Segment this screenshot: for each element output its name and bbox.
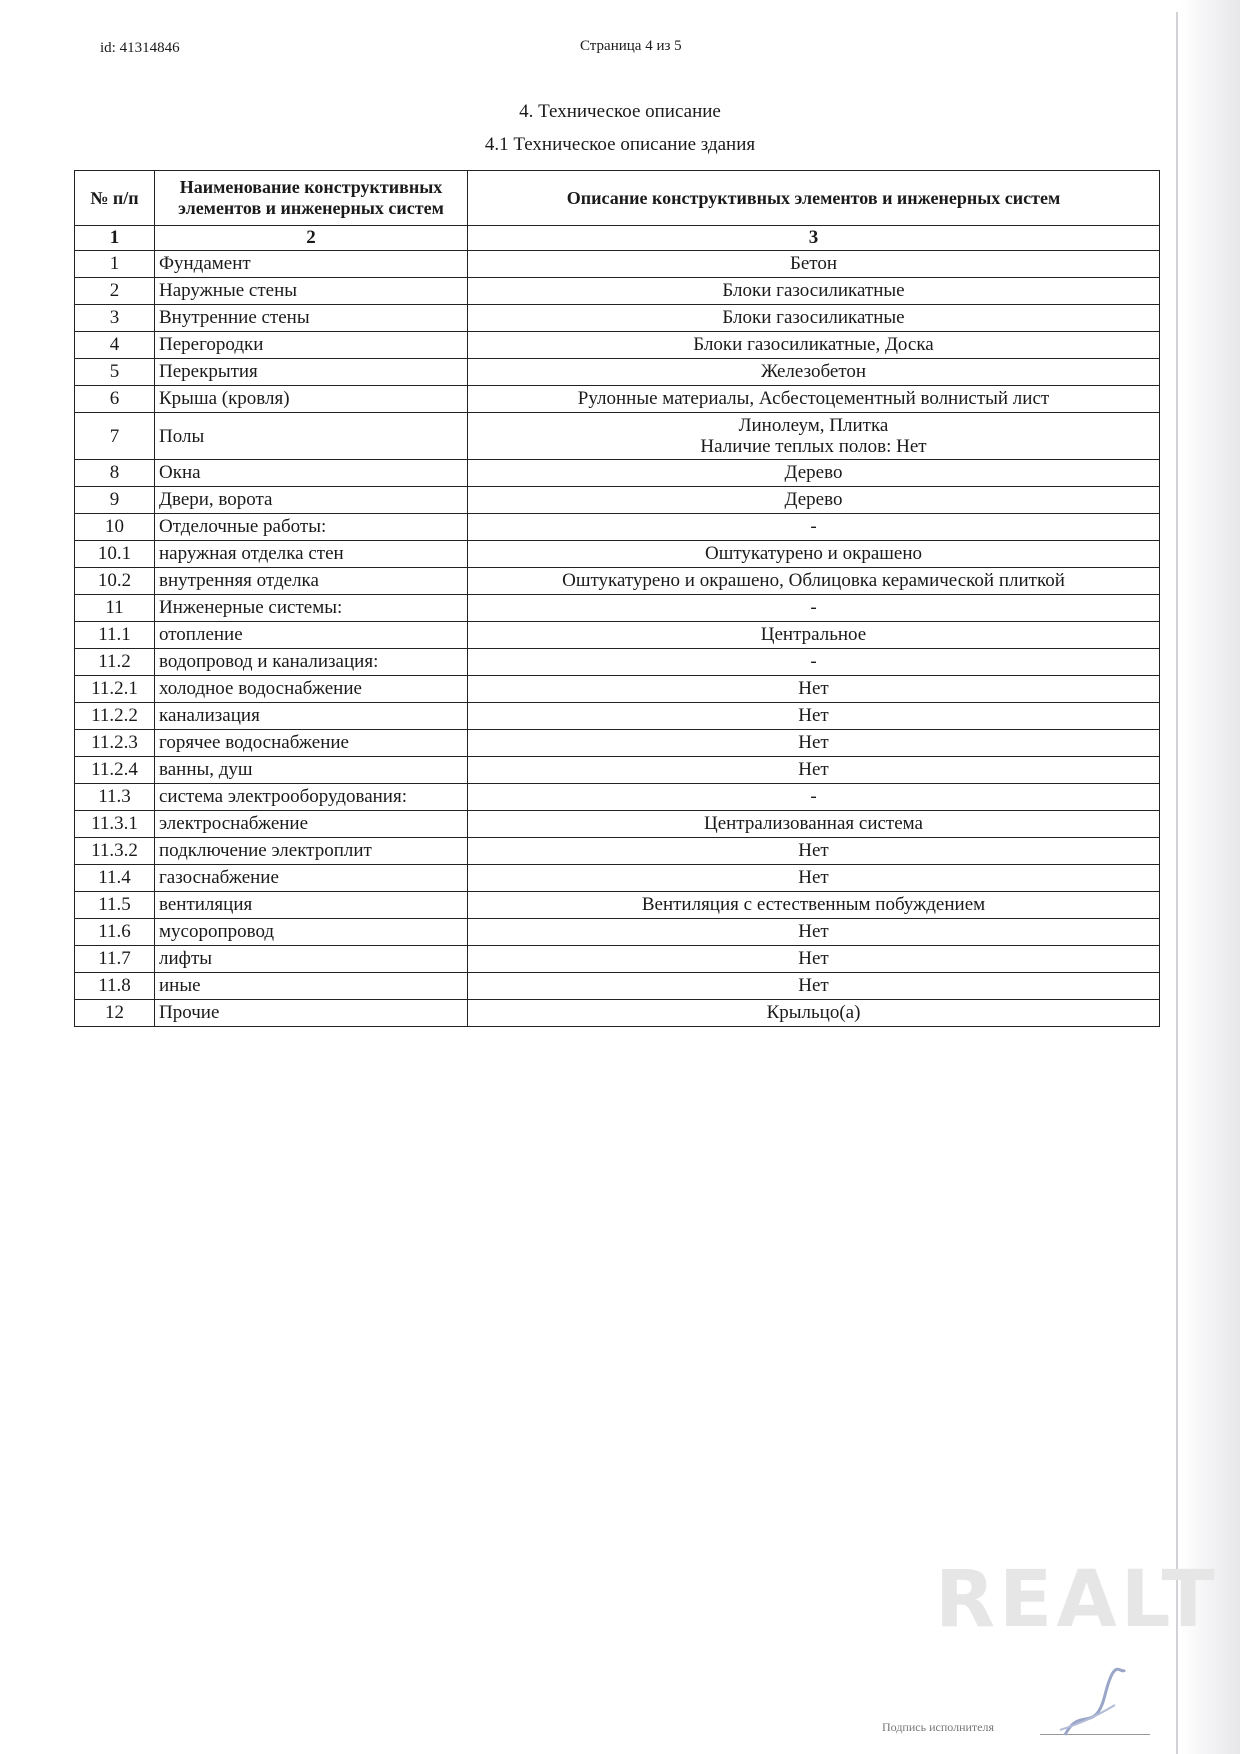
row-number: 11.3.1 (75, 811, 155, 838)
column-number-1: 1 (75, 226, 155, 251)
element-description (468, 568, 1160, 595)
element-name: наружная отделка стен (155, 541, 468, 568)
element-name: электроснабжение (155, 811, 468, 838)
table-row (75, 1000, 1160, 1027)
element-description (468, 359, 1160, 386)
element-name: внутренняя отделка (155, 568, 468, 595)
element-description (468, 757, 1160, 784)
description-line: Вентиляция с естественным побуждением (641, 894, 986, 915)
row-number: 10.1 (75, 541, 155, 568)
description-line: Нет (798, 948, 829, 969)
table-header-row (75, 171, 1160, 226)
element-description (468, 460, 1160, 487)
column-number-3: 3 (468, 226, 1160, 251)
row-number: 11.3 (75, 784, 155, 811)
table-row (75, 305, 1160, 332)
table-row (75, 413, 1160, 460)
description-line: Линолеум, Плитка (738, 415, 889, 436)
element-description (468, 305, 1160, 332)
technical-description-table (74, 170, 1160, 1027)
element-description (468, 703, 1160, 730)
row-number: 11.2.2 (75, 703, 155, 730)
element-name: Инженерные системы: (155, 595, 468, 622)
description-line: Нет (798, 759, 829, 780)
column-number-2: 2 (155, 226, 468, 251)
realt-watermark: REALT (935, 1555, 1219, 1645)
element-description (468, 919, 1160, 946)
element-name: Внутренние стены (155, 305, 468, 332)
signature-scribble (1055, 1665, 1135, 1745)
element-name: иные (155, 973, 468, 1000)
row-number: 11.2.3 (75, 730, 155, 757)
document-id: id: 41314846 (100, 40, 180, 56)
row-number: 11.6 (75, 919, 155, 946)
header-desc: Описание конструктивных элементов и инженерных систем (468, 171, 1160, 226)
table-body (75, 251, 1160, 1027)
element-description (468, 622, 1160, 649)
description-line: Нет (798, 732, 829, 753)
signature-label: Подпись исполнителя (882, 1720, 994, 1734)
header-name: Наименование конструктивных элементов и инженерных систем (155, 171, 468, 226)
description-line: - (810, 651, 817, 672)
element-description (468, 811, 1160, 838)
element-name: Крыша (кровля) (155, 386, 468, 413)
element-description (468, 649, 1160, 676)
description-line: Рулонные материалы, Асбестоцементный волнистый лист (577, 388, 1050, 409)
row-number: 11.2.1 (75, 676, 155, 703)
element-name: ванны, душ (155, 757, 468, 784)
row-number: 11.2 (75, 649, 155, 676)
description-line: Нет (798, 840, 829, 861)
description-line: Нет (798, 867, 829, 888)
description-line: Блоки газосиликатные, Доска (693, 334, 934, 355)
element-name: Прочие (155, 1000, 468, 1027)
element-name: вентиляция (155, 892, 468, 919)
subsection-title: 4.1 Техническое описание здания (484, 134, 756, 155)
element-description (468, 251, 1160, 278)
table-row (75, 541, 1160, 568)
table-row (75, 703, 1160, 730)
element-name: Отделочные работы: (155, 514, 468, 541)
description-line: Дерево (784, 489, 843, 510)
element-name: водопровод и канализация: (155, 649, 468, 676)
description-line: Нет (798, 975, 829, 996)
element-name: Перегородки (155, 332, 468, 359)
description-line: Железобетон (760, 361, 867, 382)
row-number: 9 (75, 487, 155, 514)
description-line: Дерево (784, 462, 843, 483)
row-number: 11.5 (75, 892, 155, 919)
element-description (468, 332, 1160, 359)
element-description (468, 541, 1160, 568)
element-name: отопление (155, 622, 468, 649)
table-row (75, 487, 1160, 514)
row-number: 10.2 (75, 568, 155, 595)
description-line: Крыльцо(а) (766, 1002, 861, 1023)
table-row (75, 865, 1160, 892)
element-description (468, 730, 1160, 757)
description-line: - (810, 516, 817, 537)
row-number: 1 (75, 251, 155, 278)
table-row (75, 784, 1160, 811)
element-name: Перекрытия (155, 359, 468, 386)
table-row (75, 973, 1160, 1000)
row-number: 12 (75, 1000, 155, 1027)
row-number: 10 (75, 514, 155, 541)
page-number: Страница 4 из 5 (580, 38, 682, 54)
table-row (75, 730, 1160, 757)
table-row (75, 838, 1160, 865)
row-number: 11 (75, 595, 155, 622)
table-row (75, 460, 1160, 487)
row-number: 11.4 (75, 865, 155, 892)
table-row (75, 251, 1160, 278)
header-num: № п/п (75, 171, 155, 226)
table-row (75, 757, 1160, 784)
description-line: Нет (798, 921, 829, 942)
row-number: 2 (75, 278, 155, 305)
description-line: - (810, 597, 817, 618)
row-number: 4 (75, 332, 155, 359)
row-number: 3 (75, 305, 155, 332)
description-line: Бетон (789, 253, 838, 274)
table-row (75, 811, 1160, 838)
element-name: горячее водоснабжение (155, 730, 468, 757)
table-row (75, 568, 1160, 595)
row-number: 11.7 (75, 946, 155, 973)
element-name: холодное водоснабжение (155, 676, 468, 703)
element-name: лифты (155, 946, 468, 973)
column-numbers-row (75, 226, 1160, 251)
element-name: система электрооборудования: (155, 784, 468, 811)
element-description (468, 784, 1160, 811)
row-number: 8 (75, 460, 155, 487)
table-row (75, 514, 1160, 541)
page-edge-shadow (1180, 0, 1240, 1754)
section-title: 4. Техническое описание (519, 101, 721, 122)
description-line: Централизованная система (703, 813, 923, 834)
description-line: Оштукатурено и окрашено, Облицовка керамической плиткой (562, 570, 1065, 591)
element-description (468, 865, 1160, 892)
table-row (75, 386, 1160, 413)
table-row (75, 278, 1160, 305)
row-number: 11.8 (75, 973, 155, 1000)
table-row (75, 919, 1160, 946)
element-name: мусоропровод (155, 919, 468, 946)
element-description (468, 386, 1160, 413)
element-description (468, 514, 1160, 541)
element-description (468, 487, 1160, 514)
row-number: 11.2.4 (75, 757, 155, 784)
element-description (468, 595, 1160, 622)
row-number: 7 (75, 413, 155, 460)
table-row (75, 622, 1160, 649)
element-description (468, 278, 1160, 305)
table-row (75, 332, 1160, 359)
element-name: Двери, ворота (155, 487, 468, 514)
row-number: 5 (75, 359, 155, 386)
description-line: Блоки газосиликатные (722, 307, 905, 328)
description-line: Оштукатурено и окрашено (704, 543, 922, 564)
table-row (75, 359, 1160, 386)
element-description (468, 973, 1160, 1000)
element-description (468, 413, 1160, 460)
element-description (468, 1000, 1160, 1027)
element-name: канализация (155, 703, 468, 730)
description-line: Нет (798, 705, 829, 726)
element-description (468, 946, 1160, 973)
element-name: подключение электроплит (155, 838, 468, 865)
element-name: Полы (155, 413, 468, 460)
description-line: Блоки газосиликатные (722, 280, 905, 301)
element-name: Окна (155, 460, 468, 487)
element-description (468, 892, 1160, 919)
page-edge-line (1176, 12, 1178, 1754)
description-line: - (810, 786, 817, 807)
table-row (75, 676, 1160, 703)
table-row (75, 649, 1160, 676)
table-row (75, 595, 1160, 622)
element-name: Фундамент (155, 251, 468, 278)
row-number: 11.1 (75, 622, 155, 649)
row-number: 6 (75, 386, 155, 413)
table-row (75, 946, 1160, 973)
description-line-2: Наличие теплых полов: Нет (700, 436, 927, 457)
table-row (75, 892, 1160, 919)
description-line: Центральное (760, 624, 867, 645)
element-name: газоснабжение (155, 865, 468, 892)
element-name: Наружные стены (155, 278, 468, 305)
description-line: Нет (798, 678, 829, 699)
element-description (468, 676, 1160, 703)
element-description (468, 838, 1160, 865)
row-number: 11.3.2 (75, 838, 155, 865)
